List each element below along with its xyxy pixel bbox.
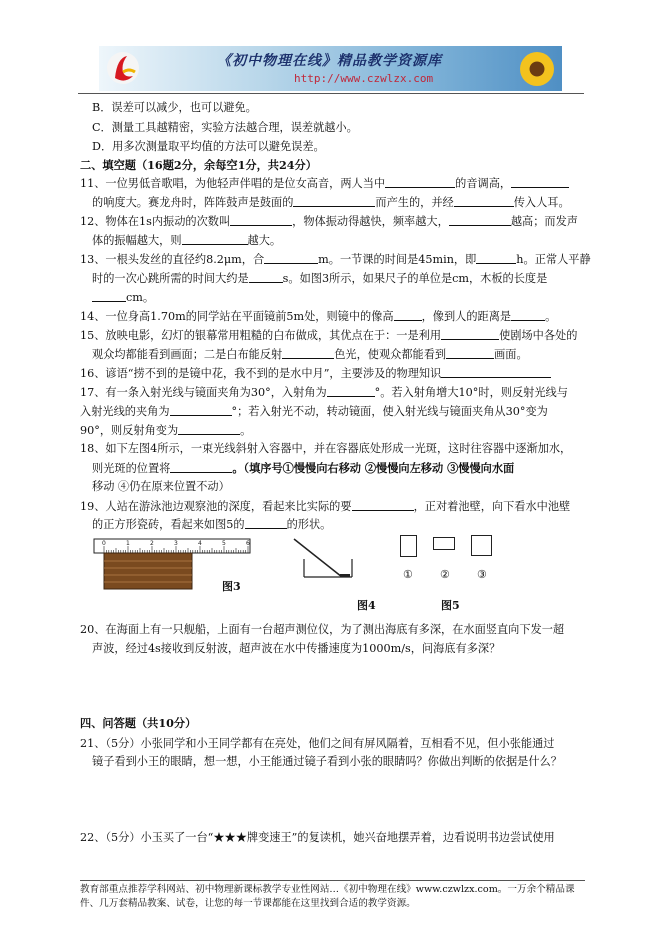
question-12-line-2 — [92, 233, 281, 248]
text: 体的振幅越大，则 — [92, 234, 182, 247]
answer-blank — [249, 271, 283, 283]
answer-blank — [385, 176, 455, 188]
answer-blank — [446, 347, 494, 359]
page-footer — [80, 880, 585, 911]
text: 使剧场中各处的 — [499, 329, 578, 342]
option-b: B．误差可以减少，也可以避免。 — [92, 101, 257, 114]
text: 。 — [545, 310, 557, 323]
section-title-fill-in: 二、填空题（16题2分，余每空1分，共24分） — [80, 158, 317, 172]
header-divider — [78, 93, 584, 94]
answer-blank — [264, 252, 318, 264]
answer-blank — [182, 233, 248, 245]
text: m。一节课的时间是45min，即 — [318, 253, 477, 266]
tile-shape-tall — [400, 535, 417, 557]
ruler-number: 0 — [102, 540, 106, 547]
text: 而产生的，并经 — [375, 196, 454, 209]
text: 越大。 — [247, 234, 282, 247]
text: 色光，使观众都能看到 — [334, 348, 447, 361]
text: 移动 ④仍在原来位置不动） — [92, 480, 230, 493]
answer-blank — [441, 366, 551, 378]
answer-blank — [394, 309, 422, 321]
question-11-line-1 — [80, 176, 569, 191]
answer-blank — [454, 195, 514, 207]
question-22: 22、（5分）小玉买了一台“★★★牌变速王”的复读机，她兴奋地摆弄着，边看说明书边尝试使用 — [80, 831, 555, 844]
question-20-line-2: 声波，经过4s接收到反射波，超声波在水中传播速度为1000m/s，问海底有多深？ — [92, 642, 501, 655]
question-17-line-3 — [80, 423, 251, 438]
text: cm。 — [126, 291, 155, 304]
text: 。（填序号①慢慢向右移动 ②慢慢向左移动 ③慢慢向水面 — [232, 461, 515, 475]
text: 的形状。 — [286, 518, 332, 531]
answer-blank — [170, 461, 232, 473]
answer-blank — [511, 309, 545, 321]
text: 17、有一条入射光线与镜面夹角为30°，入射角为 — [80, 386, 327, 399]
question-13-line-2 — [92, 271, 547, 286]
figure-5-label: 图5 — [441, 599, 460, 612]
question-20-line-1: 20、在海面上有一只舰船，上面有一台超声测位仪，为了测出海底有多深，在水面竖直向下发一超 — [80, 623, 565, 636]
tile-shape-wide — [433, 537, 455, 550]
question-18-line-2 — [92, 461, 514, 476]
question-17-line-2 — [80, 404, 548, 419]
text: s。如图3所示，如果尺子的单位是cm，木板的长度是 — [282, 272, 548, 285]
text: 16、谚语“捞不到的是镜中花，我不到的是水中月”，主要涉及的物理知识 — [80, 367, 442, 380]
answer-blank — [511, 176, 569, 188]
text: 13、一根头发丝的直径约8.2μm，合 — [80, 253, 265, 266]
header-banner — [99, 46, 562, 91]
figure-4-light-container — [290, 533, 360, 583]
question-19-line-2 — [92, 517, 331, 532]
text: 18、如下左图4所示，一束光线斜射入容器中，并在容器底处形成一光斑，这时往容器中逐渐加水， — [80, 442, 572, 455]
text: 的响度大。赛龙舟时，阵阵鼓声是鼓面的 — [92, 196, 294, 209]
question-15-line-1 — [80, 328, 577, 343]
text: 入射光线的夹角为 — [80, 405, 170, 418]
answer-blank — [293, 195, 375, 207]
answer-blank — [230, 214, 292, 226]
text: 19、人站在游泳池边观察池的深度，看起来比实际的要 — [80, 500, 352, 513]
text: 90°，则反射角变为 — [80, 424, 179, 437]
question-21-line-2: 镜子看到小王的眼睛，想一想，小王能通过镜子看到小张的眼睛吗？你做出判断的依据是什么？ — [92, 755, 562, 768]
answer-blank — [449, 214, 511, 226]
text: 观众均都能看到画面；二是白布能反射 — [92, 348, 283, 361]
text: °；若入射光不动，转动镜面，使入射光线与镜面夹角从30°变为 — [231, 405, 548, 418]
question-13-line-1 — [80, 252, 591, 267]
text: °。若入射角增大10°时，则反射光线与 — [374, 386, 568, 399]
answer-blank — [245, 517, 287, 529]
text: 15、放映电影，幻灯的银幕常用粗糙的白布做成，其优点在于：一是利用 — [80, 329, 442, 342]
text: 则光斑的位置将 — [92, 462, 171, 475]
question-11-line-2 — [92, 195, 570, 210]
answer-blank — [352, 499, 414, 511]
text: ，物体振动得越快，频率越大， — [292, 215, 449, 228]
question-21-line-1: 21、（5分）小张同学和小王同学都有在亮处，他们之间有屏风隔着，互相看不见，但小张能通过 — [80, 737, 555, 750]
question-19-line-1 — [80, 499, 570, 514]
text: 时的一次心跳所需的时间大约是 — [92, 272, 249, 285]
answer-blank — [327, 385, 375, 397]
answer-blank — [476, 252, 516, 264]
option-d: D．用多次测量取平均值的方法可以避免误差。 — [92, 140, 325, 153]
ruler-number: 5 — [222, 540, 226, 547]
footer-line-1: 教育部重点推荐学科网站、初中物理新课标教学专业性网站…《初中物理在线》www.czwlzx.com。一万余个精品课 — [80, 884, 575, 895]
question-12-line-1 — [80, 214, 578, 229]
question-18-line-3 — [92, 480, 230, 494]
figure-4-label: 图4 — [357, 599, 376, 612]
answer-blank — [92, 290, 126, 302]
ruler-number: 1 — [126, 540, 130, 547]
text: 的正方形瓷砖，看起来如图5的 — [92, 518, 245, 531]
question-18-line-1 — [80, 442, 571, 456]
answer-blank — [441, 328, 499, 340]
text: h。正常人平静 — [516, 253, 591, 266]
text: 11、一位男低音歌唱，为他轻声伴唱的是位女高音，两人当中 — [80, 177, 386, 190]
text: 的音调高， — [455, 177, 512, 190]
text: 12、物体在1s内振动的次数叫 — [80, 215, 231, 228]
ruler-number: 6 — [246, 540, 250, 547]
ruler-number: 4 — [198, 540, 202, 547]
answer-blank — [282, 347, 334, 359]
text: 。 — [240, 424, 252, 437]
site-logo-icon — [105, 50, 141, 86]
figure-3-label: 图3 — [222, 580, 241, 593]
shape-label-3: ③ — [477, 568, 487, 581]
sunflower-icon — [520, 52, 554, 86]
question-13-line-3 — [92, 290, 154, 305]
question-15-line-2 — [92, 347, 528, 362]
shape-label-1: ① — [403, 568, 413, 581]
text: ，像到人的距离是 — [421, 310, 512, 323]
text: 越高；而发声 — [510, 215, 578, 228]
text: ，正对着池壁，向下看水中池壁 — [413, 500, 571, 513]
text: 14、一位身高1.70m的同学站在平面镜前5m处，则镜中的像高 — [80, 310, 394, 323]
text: 画面。 — [494, 348, 528, 361]
banner-title: 《初中物理在线》精品教学资源库 — [217, 53, 442, 69]
answer-blank — [178, 423, 240, 435]
footer-line-2: 件、几万套精品教案、试卷，让您的每一节课都能在这里找到合适的教学资源。 — [80, 898, 416, 909]
answer-blank — [170, 404, 232, 416]
text: 传入人耳。 — [513, 196, 570, 209]
ruler-number: 2 — [150, 540, 154, 547]
tile-shape-square — [471, 535, 492, 556]
ruler-number: 3 — [174, 540, 178, 547]
question-16 — [80, 366, 551, 381]
question-17-line-1 — [80, 385, 568, 400]
shape-label-2: ② — [440, 568, 450, 581]
section-title-qa: 四、问答题（共10分） — [80, 716, 197, 730]
question-14 — [80, 309, 556, 324]
banner-url[interactable]: http://www.czwlzx.com — [294, 72, 434, 85]
option-c: C．测量工具越精密，实验方法越合理，误差就越小。 — [92, 121, 358, 134]
